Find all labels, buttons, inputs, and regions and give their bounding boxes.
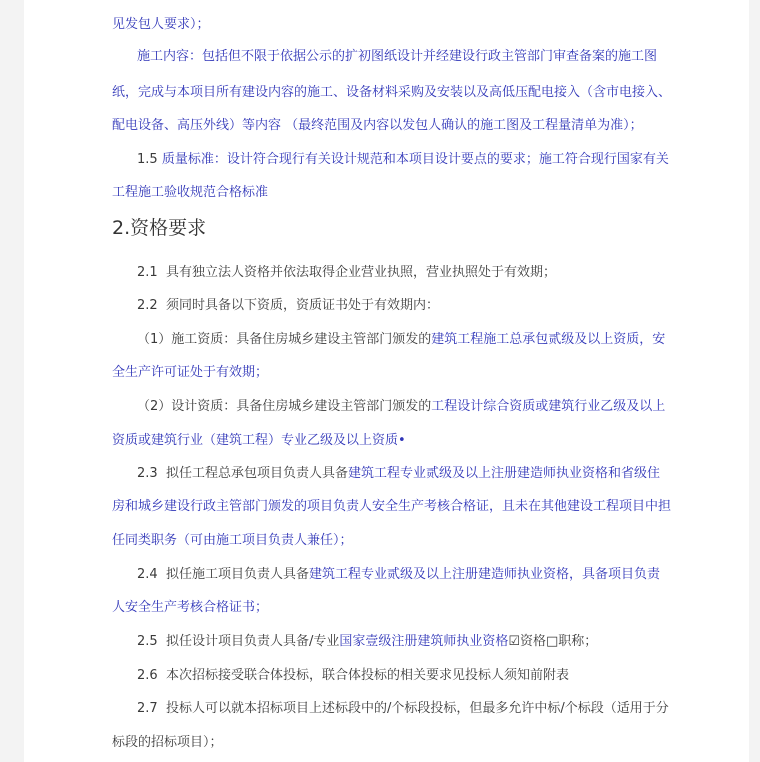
paragraph-line (137, 633, 597, 651)
text: 拟任工程总承包项目负责人具备 (165, 466, 348, 481)
text: 任同类职务（可由施工项目负责人兼任）； (112, 533, 353, 548)
text-highlight: 建筑工程施工总承包贰级及以上资质，安 (431, 332, 666, 347)
paragraph-line (137, 264, 556, 282)
paragraph-line (112, 498, 671, 516)
text: 质量标准：设计符合现行有关设计规范和本项目设计要点的要求；施工符合现行国家有关 (161, 152, 669, 167)
section-heading: 2.资格要求 (112, 217, 207, 239)
text: 全生产许可证处于有效期； (112, 365, 269, 380)
text: 人安全生产考核合格证书； (112, 600, 269, 615)
text: 拟任设计项目负责人具备/专业 (165, 634, 340, 649)
text-highlight: 建筑工程专业贰级及以上注册建造师执业资格，具备项目负责 (308, 567, 660, 582)
paragraph-line (137, 566, 660, 584)
item-number: 2.5 (137, 634, 158, 649)
text: 见发包人要求）； (112, 17, 210, 32)
text: 纸，完成与本项目所有建设内容的施工、设备材料采购及安装以及高低压配电接入（含市电接入、 (112, 85, 672, 100)
paragraph-line (112, 599, 268, 617)
item-number: 2.2 (137, 298, 158, 313)
document-page (24, 0, 749, 762)
item-number: 2.6 (137, 668, 158, 683)
text: 工程施工验收规范合格标准 (112, 185, 269, 200)
paragraph-line (137, 48, 657, 66)
text: 施工内容：包括但不限于依据公示的扩初图纸设计并经建设行政主管部门审查备案的施工图 (137, 49, 658, 64)
text-highlight: 工程设计综合资质或建筑行业乙级及以上 (431, 399, 666, 414)
text: 本次招标接受联合体投标，联合体投标的相关要求见投标人须知前附表 (165, 668, 569, 683)
text: 投标人可以就本招标项目上述标段中的/个标段投标，但最多允许中标/个标段（适用于分 (165, 701, 669, 716)
text: 资质或建筑行业（建筑工程）专业乙级及以上资质• (112, 433, 406, 448)
paragraph-line (137, 700, 669, 718)
text: （2）设计资质：具备住房城乡建设主管部门颁发的 (137, 399, 432, 414)
paragraph-line (137, 297, 439, 315)
text: 标段的招标项目）； (112, 735, 223, 750)
paragraph-line (112, 432, 406, 450)
paragraph-line (137, 151, 669, 169)
item-number: 1.5 (137, 152, 158, 167)
paragraph-line (137, 667, 569, 685)
paragraph-line (137, 398, 665, 416)
paragraph-line (112, 184, 268, 202)
paragraph-line (112, 117, 643, 135)
paragraph-line (112, 532, 353, 550)
text: 须同时具备以下资质，资质证书处于有效期内： (165, 298, 439, 313)
paragraph-line (112, 734, 223, 752)
text-highlight: 国家壹级注册建筑师执业资格 (339, 634, 509, 649)
paragraph-line (112, 364, 268, 382)
item-number: 2.7 (137, 701, 158, 716)
paragraph-line (112, 84, 671, 102)
text: 配电设备、高压外线）等内容 （最终范围及内容以发包人确认的施工图及工程量清单为准）； (112, 118, 643, 133)
item-number: 2.3 (137, 466, 158, 481)
text-highlight: 建筑工程专业贰级及以上注册建造师执业资格和省级住 (347, 466, 660, 481)
text: 具有独立法人资格并依法取得企业营业执照，营业执照处于有效期； (165, 265, 556, 280)
paragraph-line (112, 16, 210, 34)
item-number: 2.4 (137, 567, 158, 582)
qualification-checkbox-text: ☑资格□职称； (508, 634, 598, 649)
text: （1）施工资质：具备住房城乡建设主管部门颁发的 (137, 332, 432, 347)
paragraph-line (137, 331, 665, 349)
text: 拟任施工项目负责人具备 (165, 567, 309, 582)
text: 房和城乡建设行政主管部门颁发的项目负责人安全生产考核合格证，且未在其他建设工程项目中担 (112, 499, 672, 514)
paragraph-line (137, 465, 660, 483)
item-number: 2.1 (137, 265, 158, 280)
